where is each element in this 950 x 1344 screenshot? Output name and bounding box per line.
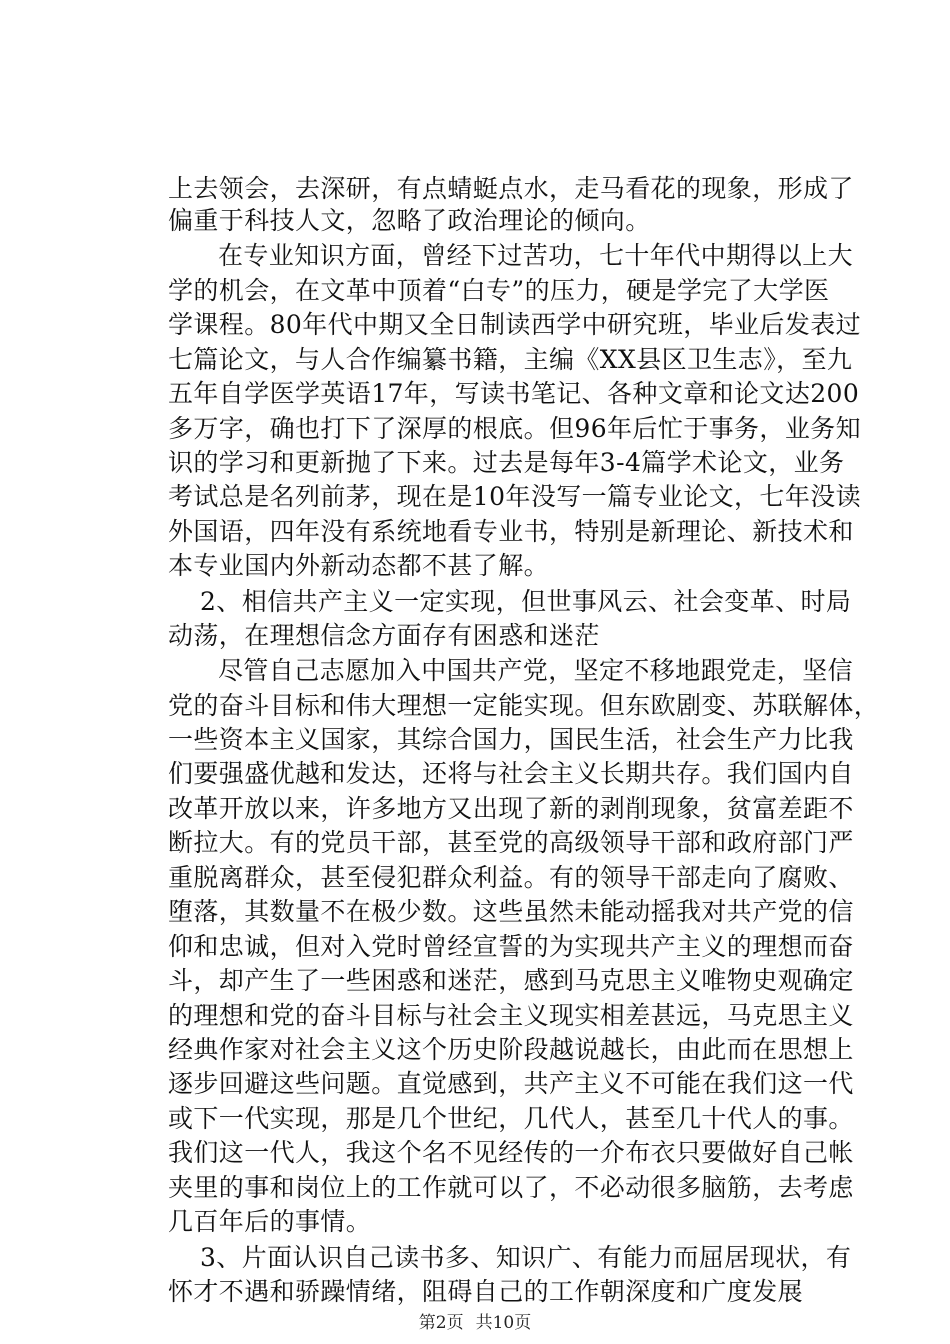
section-heading: 2、相信共产主义一定实现，但世事风云、社会变革、时局 [200,587,852,616]
text-line: 考试总是名列前茅，现在是10年没写一篇专业论文，七年没读 [168,482,862,511]
text-line: 外国语，四年没有系统地看专业书，特别是新理论、新技术和 [168,517,854,546]
page-number: 第2页 [418,1313,464,1333]
text-line: 仰和忠诚，但对入党时曾经宣誓的为实现共产主义的理想而奋 [168,932,854,961]
text-line: 识的学习和更新抛了下来。过去是每年3-4篇学术论文，业务 [168,448,845,477]
text-line: 偏重于科技人文，忽略了政治理论的倾向。 [168,206,651,235]
page-footer [0,1312,950,1334]
section-heading: 3、片面认识自己读书多、知识广、有能力而屈居现状，有 [200,1243,852,1272]
text-line: 五年自学医学英语17年，写读书笔记、各种文章和论文达200 [168,379,860,408]
section-heading: 动荡，在理想信念方面存有困惑和迷茫 [168,621,600,650]
text-line: 多万字，确也打下了深厚的根底。但96年后忙于事务，业务知 [168,414,862,443]
text-line: 学的机会，在文革中顶着“白专”的压力，硬是学完了大学医 [168,276,830,305]
text-line: 断拉大。有的党员干部，甚至党的高级领导干部和政府部门严 [168,828,854,857]
text-line: 党的奋斗目标和伟大理想一定能实现。但东欧剧变、苏联解体， [168,691,880,720]
text-line: 堕落，其数量不在极少数。这些虽然未能动摇我对共产党的信 [168,897,854,926]
text-line: 经典作家对社会主义这个历史阶段越说越长，由此而在思想上 [168,1035,854,1064]
paragraph-start: 尽管自己志愿加入中国共产党，坚定不移地跟党走，坚信 [218,656,854,685]
text-line: 们要强盛优越和发达，还将与社会主义长期共存。我们国内自 [168,759,854,788]
text-line: 几百年后的事情。 [168,1207,372,1236]
paragraph-start: 在专业知识方面，曾经下过苦功，七十年代中期得以上大 [218,241,854,270]
text-line: 重脱离群众，甚至侵犯群众利益。有的领导干部走向了腐败、 [168,863,854,892]
text-line: 斗，却产生了一些困惑和迷茫，感到马克思主义唯物史观确定 [168,966,854,995]
text-line: 学课程。80年代中期又全日制读西学中研究班，毕业后发表过 [168,310,862,339]
text-line: 夹里的事和岗位上的工作就可以了，不必动很多脑筋，去考虑 [168,1173,854,1202]
text-line: 的理想和党的奋斗目标与社会主义现实相差甚远，马克思主义 [168,1001,854,1030]
text-line: 一些资本主义国家，其综合国力，国民生活，社会生产力比我 [168,725,854,754]
text-line: 逐步回避这些问题。直觉感到，共产主义不可能在我们这一代 [168,1069,854,1098]
page-total: 共10页 [475,1313,532,1333]
text-line: 改革开放以来，许多地方又出现了新的剥削现象，贫富差距不 [168,794,854,823]
text-line: 本专业国内外新动态都不甚了解。 [168,551,550,580]
section-heading: 怀才不遇和骄躁情绪，阻碍自己的工作朝深度和广度发展 [168,1277,804,1306]
text-line: 七篇论文，与人合作编纂书籍，主编《XX县区卫生志》，至九 [168,345,853,374]
text-line: 或下一代实现，那是几个世纪，几代人，甚至几十代人的事。 [168,1104,854,1133]
text-line: 上去领会，去深研，有点蜻蜓点水，走马看花的现象，形成了 [168,174,854,203]
text-line: 我们这一代人，我这个名不见经传的一介布衣只要做好自己帐 [168,1138,854,1167]
